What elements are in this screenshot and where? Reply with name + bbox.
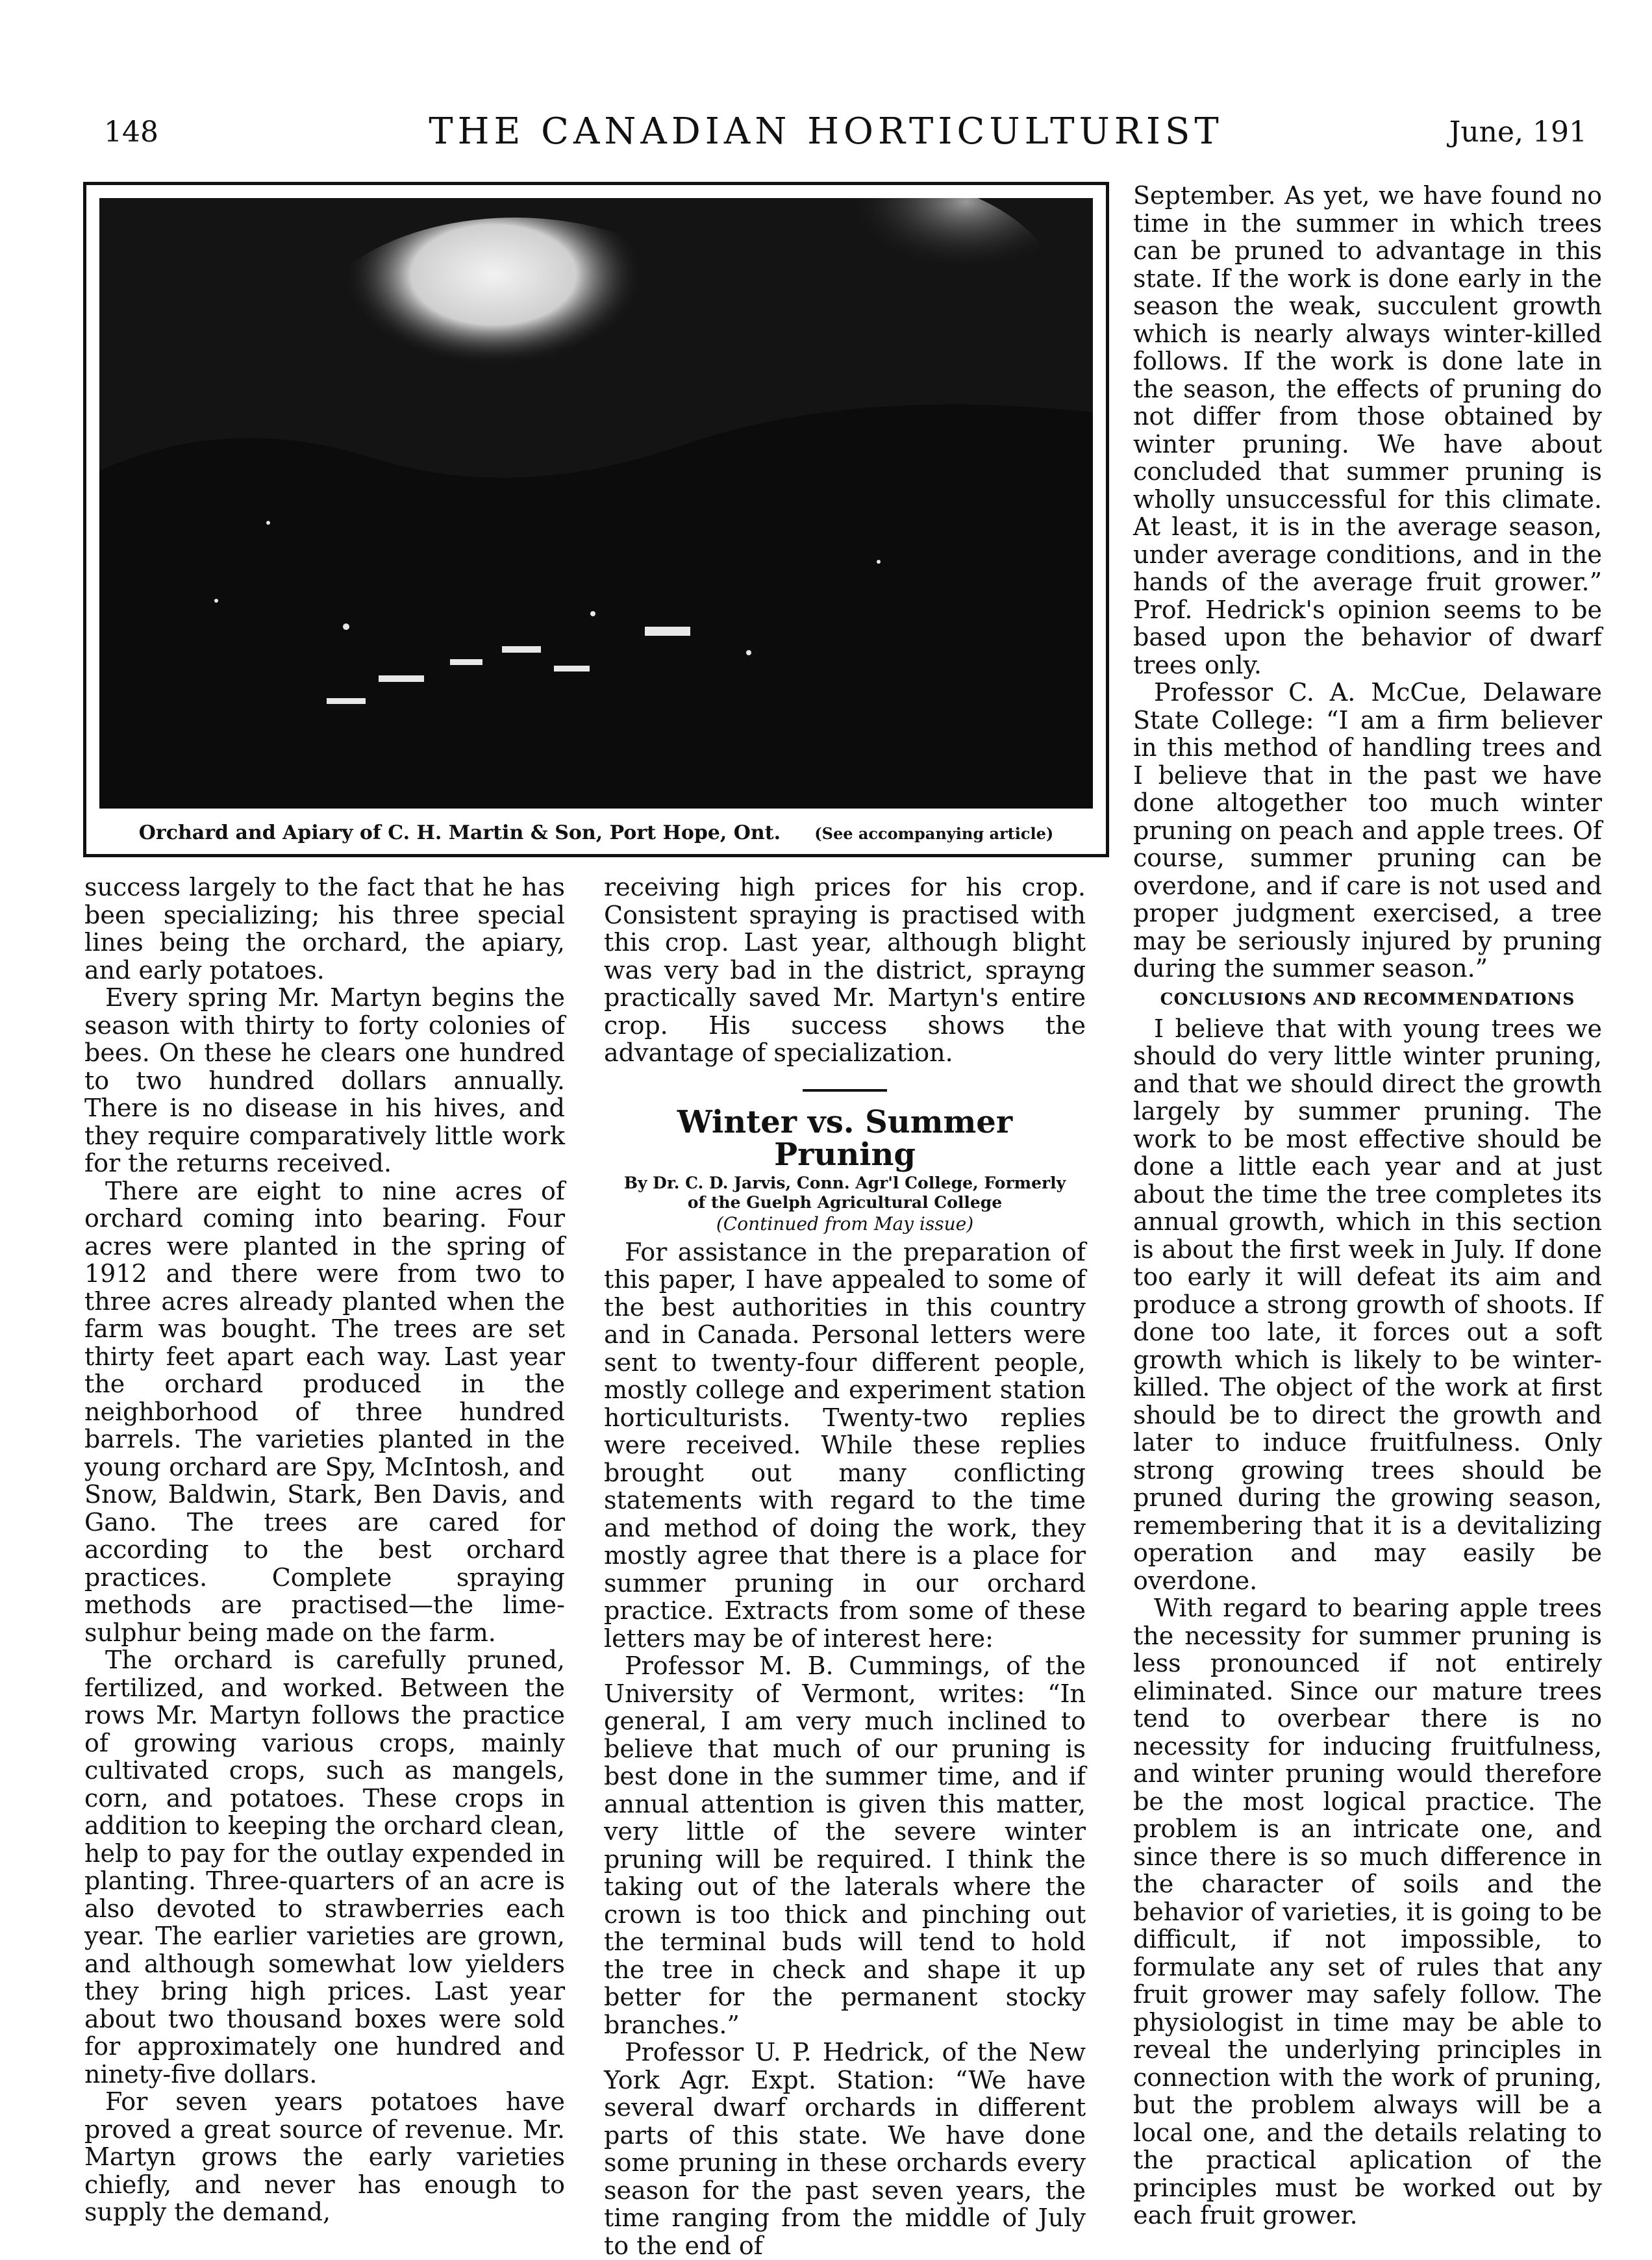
paragraph: With regard to bearing apple trees the necessity for summer pruning is less pronounced if not entirely eliminated. Since our mature trees tend to overbear there is no necessity for inducing fruitfulness, and winter pruning would therefore be the most logical practice. The problem is an intricate one, and since there is so much difference in the character of soils and the behavior of varieties, it is going to be difficult, if not impossible, to formulate any set of rules that any fruit grower may safely follow. The physiologist in time may be able to reveal the underlying principles in connection with the work of pruning, but the problem always will be a local one, and the details relating to the practical aplication of the principles must be worked out by each fruit grower.: [1133, 1594, 1602, 2229]
page-number: 148: [104, 116, 158, 149]
caption-note: (See accompanying article): [814, 824, 1054, 843]
paragraph: There are eight to nine acres of orchard coming into bearing. Four acres were planted in the spring of 1912 and there were from two to three acres already planted when the farm was bought. The trees are set thirty feet apart each way. Last year the orchard produced in the neighborhood of three hundred barrels. The varieties planted in the young orchard are Spy, McIntosh, and Snow, Baldwin, Stark, Ben Davis, and Gano. The trees are cared for according to the best orchard practices. Complete spraying methods are practised—the lime-sulphur being made on the farm.: [84, 1176, 565, 1647]
continued-note: (Continued from May issue): [716, 1212, 974, 1235]
paragraph: receiving high prices for his crop. Consistent spraying is practised with this crop. Last year, although blight was very bad in the district, sprayng practically saved Mr. Martyn's entire crop. His success shows the advantage of specialization.: [604, 873, 1086, 1067]
column-2: [604, 873, 1086, 2259]
paragraph: Professor M. B. Cummings, of the University of Vermont, writes: “In general, I am very much inclined to believe that much of our pruning is best done in the summer time, and if annual attention is given this matter, very little of the severe winter pruning will be required. I think the taking out of the laterals where the crown is too thick and pinching out the terminal buds will tend to hold the tree in check and shape it up better for the permanent stocky branches.”: [604, 1651, 1086, 2039]
paragraph: Every spring Mr. Martyn begins the season with thirty to forty colonies of bees. On these he clears one hundred to two hundred dollars annually. There is no disease in his hives, and they require comparatively little work for the returns received.: [84, 983, 565, 1177]
paragraph: I believe that with young trees we should do very little winter pruning, and that we should direct the growth largely by summer pruning. The work to be most effective should be done a little each year and at just about the time the tree completes its annual growth, which in this section is about the first week in July. If done too early it will defeat its aim and produce a strong growth of shoots. If done too late, it forces out a soft growth which is likely to be winter-killed. The object of the work at first should be to direct the growth and later to induce fruitfulness. Only strong growing trees should be pruned during the growing season, remembering that it is a devitalizing operation and may easily be overdone.: [1133, 1014, 1602, 1595]
paragraph: September. As yet, we have found no time in the summer in which trees can be pruned to advantage in this state. If the work is done early in the season the weak, succulent growth which is nearly always winter-killed follows. If the work is done late in the season, the effects of pruning do not differ from those obtained by winter pruning. We have about concluded that summer pruning is wholly unsuccessful for this climate. At least, it is in the average season, under average conditions, and in the hands of the average fruit grower.” Prof. Hedrick's opinion seems to be based upon the behavior of dwarf trees only.: [1133, 181, 1602, 679]
journal-title: THE CANADIAN HORTICULTURIST: [429, 110, 1223, 153]
paragraph: The orchard is carefully pruned, fertilized, and worked. Between the rows Mr. Martyn follows the practice of growing various crops, mainly cultivated crops, such as mangels, corn, and potatoes. These crops in addition to keeping the orchard clean, help to pay for the outlay expended in planting. Three-quarters of an acre is also devoted to strawberries each year. The earlier varieties are grown, and although somewhat low yielders they bring high prices. Last year about two thousand boxes were sold for approximately one hundred and ninety-five dollars.: [84, 1646, 565, 2089]
column-3: [1133, 182, 1602, 2229]
section-subheading: CONCLUSIONS AND RECOMMENDATIONS: [1160, 989, 1575, 1009]
paragraph: Professor C. A. McCue, Delaware State College: “I am a firm believer in this method of handling trees and I believe that in the past we have done altogether too much winter pruning on peach and apple trees. Of course, summer pruning can be overdone, and if care is not used and proper judgment exercised, a tree may be seriously injured by pruning during the summer season.”: [1133, 678, 1602, 983]
page-header: [0, 110, 1652, 169]
orchard-photo: [99, 198, 1093, 809]
caption-text: Orchard and Apiary of C. H. Martin & Son, Port Hope, Ont.: [138, 822, 781, 844]
paragraph: Professor U. P. Hedrick, of the New York Agr. Expt. Station: “We have several dwarf orchards in different parts of this state. We have done some pruning in these orchards every season for the past seven years, the time ranging from the middle of July to the end of: [604, 2038, 1086, 2260]
paragraph: For assistance in the preparation of this paper, I have appealed to some of the best authorities in this country and in Canada. Personal letters were sent to twenty-four different people, mostly college and experiment station horticulturists. Twenty-two replies were received. While these replies brought out many conflicting statements with regard to the time and method of doing the work, they mostly agree that there is a place for summer pruning in our orchard practice. Extracts from some of these letters may be of interest here:: [604, 1237, 1086, 1653]
column-1: [84, 873, 565, 2226]
article-byline: By Dr. C. D. Jarvis, Conn. Agr'l College, Formerly of the Guelph Agricultural College: [623, 1173, 1066, 1212]
article-title: Winter vs. Summer Pruning: [677, 1103, 1013, 1173]
paragraph: For seven years potatoes have proved a great source of revenue. Mr. Martyn grows the early varieties chiefly, and never has enough to supply the demand,: [84, 2087, 565, 2226]
section-divider: [803, 1089, 887, 1092]
photo-caption: [99, 822, 1093, 844]
issue-date: June, 191: [1449, 116, 1587, 149]
photo-figure: [83, 182, 1109, 857]
paragraph: success largely to the fact that he has been specializing; his three special lines being the orchard, the apiary, and early potatoes.: [84, 873, 565, 985]
